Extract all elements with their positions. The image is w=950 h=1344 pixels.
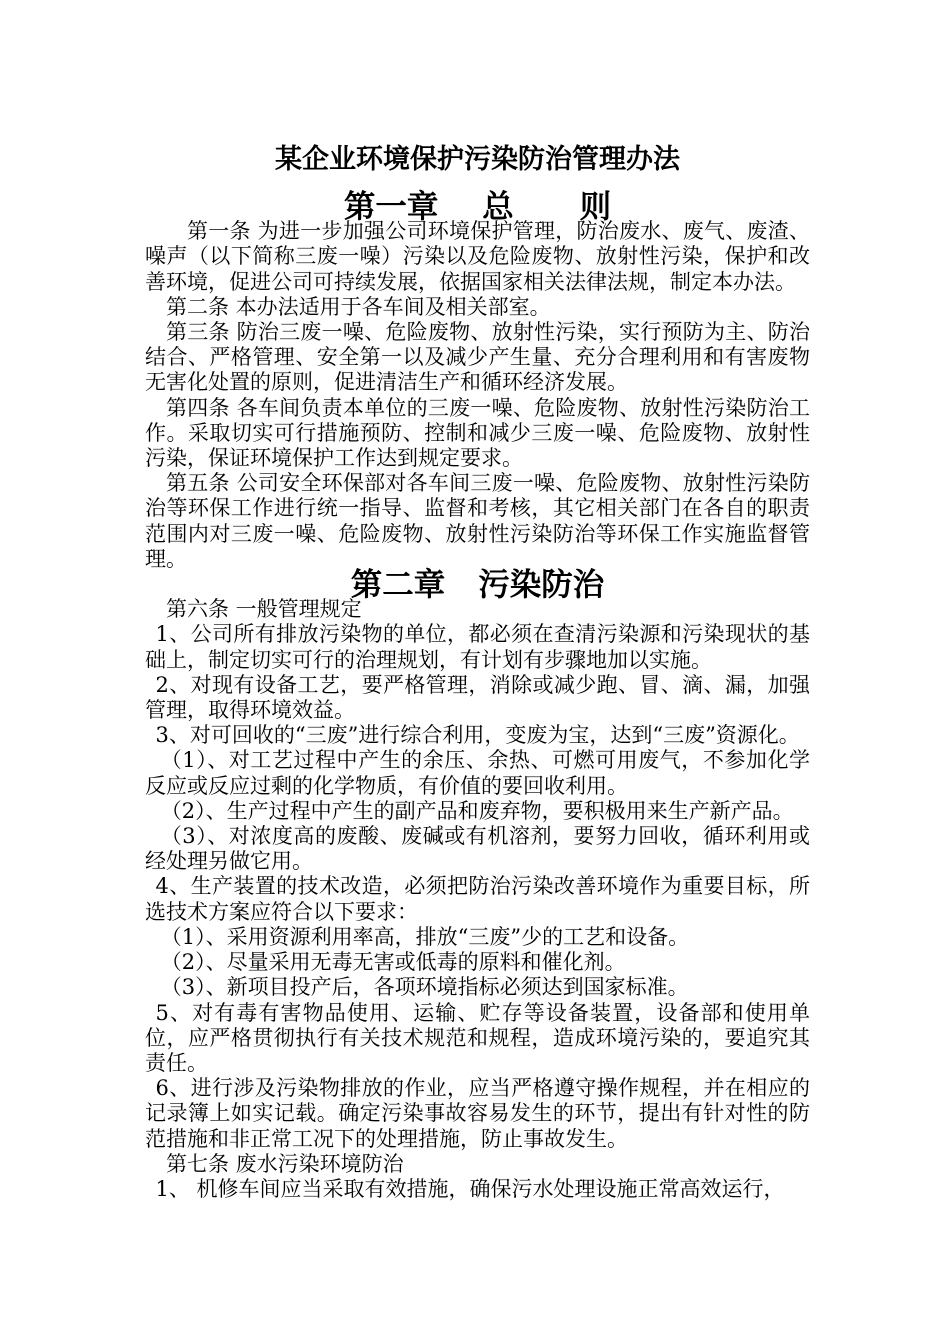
paragraph: 第七条 废水污染环境防治 — [166, 1151, 404, 1176]
paragraph: 第六条 一般管理规定 — [166, 597, 362, 622]
paragraph: 1、公司所有排放污染物的单位，都必须在查清污染源和污染现状的基础上，制定切实可行的治理规划，有计划有步骤地加以实施。 — [145, 622, 810, 672]
paragraph: （3）、对浓度高的废酸、废碱或有机溶剂，要努力回收，循环利用或经处理另做它用。 — [145, 824, 810, 874]
paragraph: 2、对现有设备工艺，要严格管理，消除或减少跑、冒、滴、漏，加强管理，取得环境效益。 — [145, 672, 810, 723]
paragraph: 第一条 为进一步加强公司环境保护管理，防治废水、废气、废渣、噪声（以下简称三废一噪）污染以及危险废物、放射性污染，保护和改善环境，促进公司可持续发展，依据国家相关法律法规，制定本办法。 — [145, 219, 810, 294]
paragraph: 1、 机修车间应当采取有效措施，确保污水处理设施正常高效运行， — [155, 1176, 785, 1201]
paragraph: （1）、对工艺过程中产生的余压、余热、可燃可用废气，不参加化学反应或反应过剩的化学物质，有价值的要回收利用。 — [145, 748, 810, 798]
document-page — [145, 138, 810, 1202]
document-body — [145, 188, 810, 1202]
paragraph: （2）、生产过程中产生的副产品和废弃物，要积极用来生产新产品。 — [160, 798, 794, 823]
paragraph: 5、对有毒有害物品使用、运输、贮存等设备装置，设备部和使用单位，应严格贯彻执行有关技术规范和规程，造成环境污染的，要追究其责任。 — [145, 1000, 810, 1075]
document-title: 某企业环境保护污染防治管理办法 — [275, 144, 680, 175]
paragraph: 第四条 各车间负责本单位的三废一噪、危险废物、放射性污染防治工作。采取切实可行措施预防、控制和减少三废一噪、危险废物、放射性污染，保证环境保护工作达到规定要求。 — [145, 395, 810, 471]
paragraph: （2）、尽量采用无毒无害或低毒的原料和催化剂。 — [160, 950, 626, 975]
chapter-heading: 第一章 总 则 — [343, 188, 612, 225]
chapter-heading: 第二章 污染防治 — [350, 566, 605, 604]
paragraph: 6、进行涉及污染物排放的作业，应当严格遵守操作规程，并在相应的记录簿上如实记载。确定污染事故容易发生的环节，提出有针对性的防范措施和非正常工况下的处理措施，防止事故发生。 — [145, 1076, 810, 1151]
paragraph: 4、生产装置的技术改造，必须把防治污染改善环境作为重要目标，所选技术方案应符合以下要求： — [145, 874, 810, 924]
paragraph: 第二条 本办法适用于各车间及相关部室。 — [166, 294, 551, 319]
paragraph: （3）、新项目投产后，各项环境指标必须达到国家标准。 — [160, 975, 689, 1000]
paragraph: 第五条 公司安全环保部对各车间三废一噪、危险废物、放射性污染防治等环保工作进行统一指导、监督和考核，其它相关部门在各自的职责范围内对三废一噪、危险废物、放射性污染防治等环保工作实施监督管理。 — [145, 471, 810, 571]
paragraph: 第三条 防治三废一噪、危险废物、放射性污染，实行预防为主、防治结合、严格管理、安全第一以及减少产生量、充分合理利用和有害废物无害化处置的原则，促进清洁生产和循环经济发展。 — [145, 320, 810, 395]
paragraph: （1）、采用资源利用率高，排放“三废”少的工艺和设备。 — [160, 924, 690, 949]
paragraph: 3、对可回收的“三废”进行综合利用，变废为宝，达到“三废”资源化。 — [155, 723, 800, 748]
